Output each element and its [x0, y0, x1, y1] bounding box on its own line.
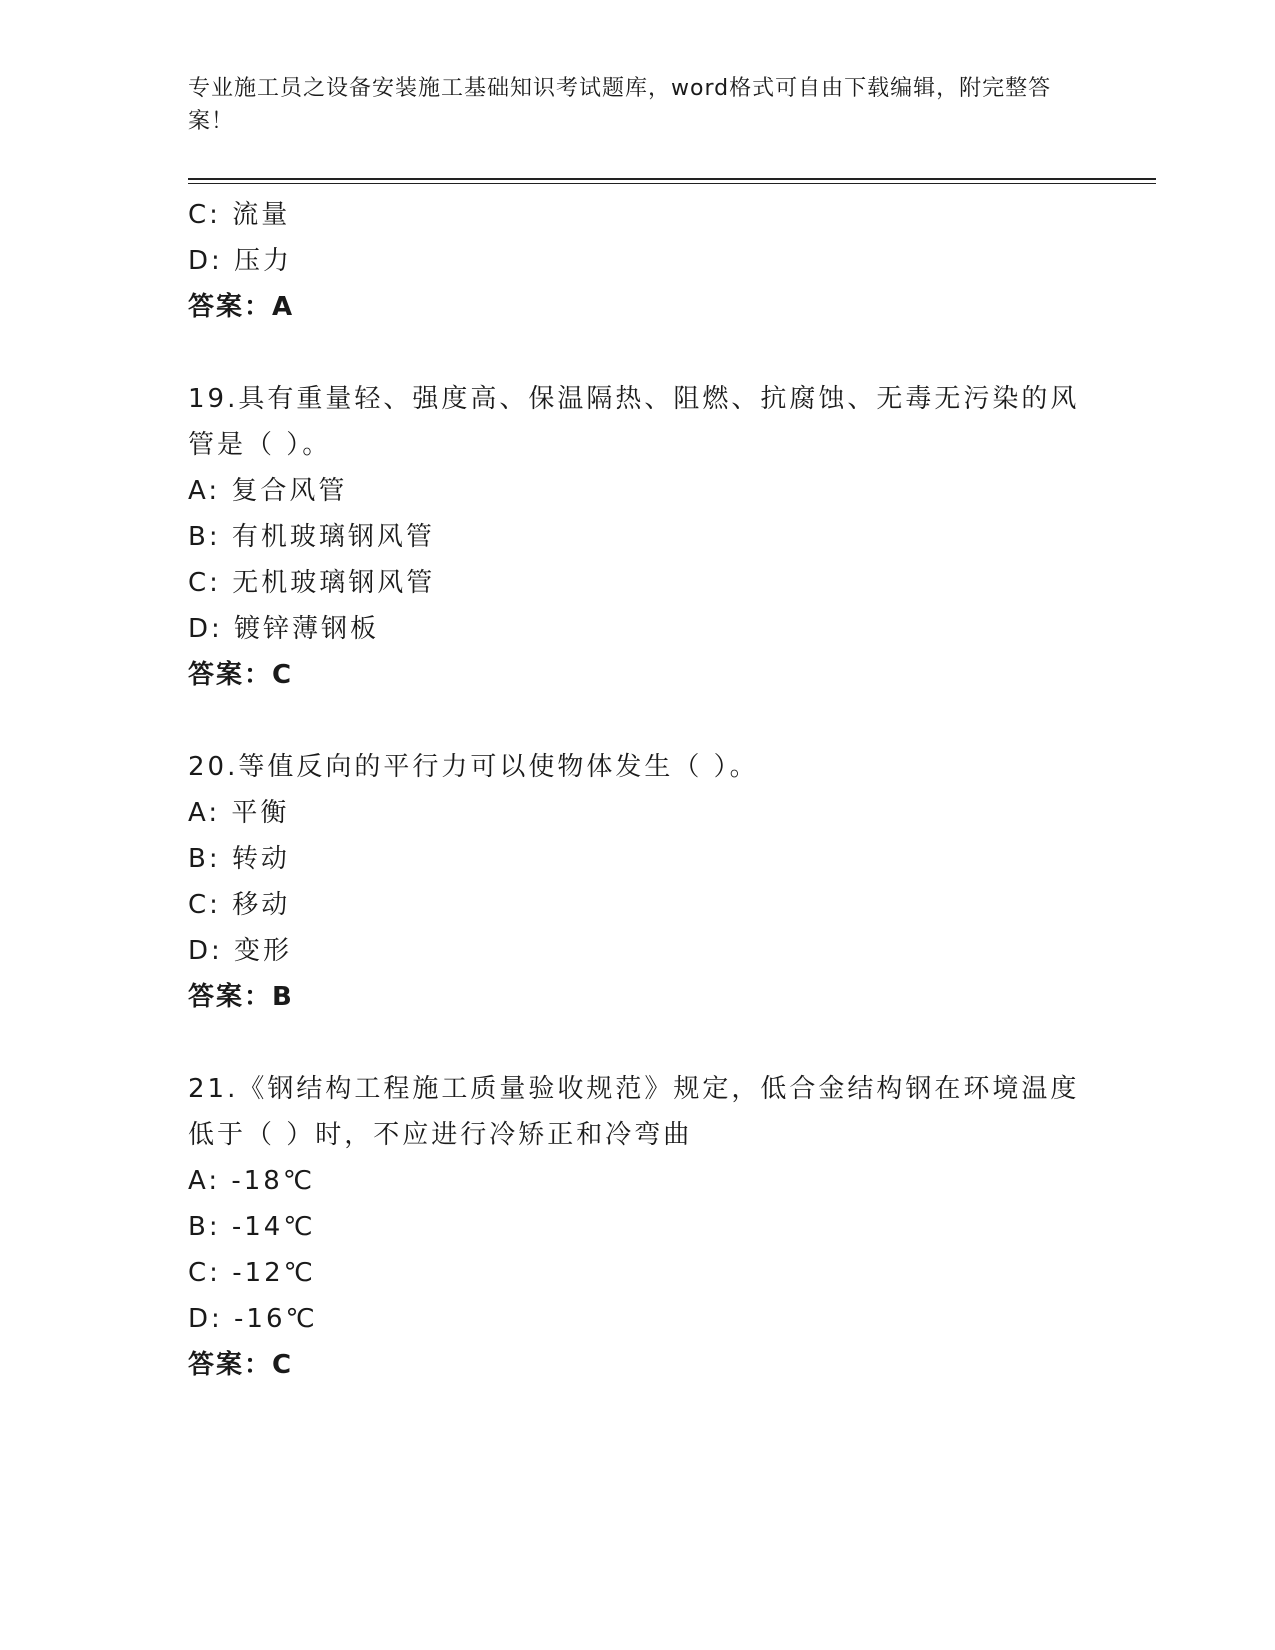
option-label: B:: [188, 522, 221, 552]
option-label: C:: [188, 200, 221, 230]
option-label: D:: [188, 614, 223, 644]
option-label: B:: [188, 844, 221, 874]
prev-question-block: [188, 192, 1088, 330]
question-text-continued: 管是（ ）。: [188, 430, 332, 460]
option-label: C:: [188, 890, 221, 920]
option-label: D:: [188, 246, 223, 276]
question-20: [188, 744, 1088, 1020]
option-text: 变形: [234, 936, 293, 966]
option-label: A:: [188, 1166, 221, 1196]
answer-line: 答案：C: [188, 1350, 294, 1380]
option-text: 镀锌薄钢板: [234, 614, 380, 644]
spacer: [188, 698, 1088, 744]
question-text: 20.等值反向的平行力可以使物体发生（ ）。: [188, 752, 759, 782]
option-text: -18℃: [231, 1166, 316, 1196]
option-label: C:: [188, 568, 221, 598]
question-text: 21.《钢结构工程施工质量验收规范》规定，低合金结构钢在环境温度: [188, 1074, 1080, 1104]
option-label: C:: [188, 1258, 221, 1288]
option-a: [188, 790, 1088, 836]
question-text-continued: 低于（ ）时，不应进行冷矫正和冷弯曲: [188, 1120, 693, 1150]
document-header: 专业施工员之设备安装施工基础知识考试题库，word格式可自由下载编辑，附完整答案！: [188, 76, 1052, 134]
header-divider-thin: [188, 183, 1156, 184]
option-d: [188, 606, 1088, 652]
answer-line: 答案：C: [188, 660, 294, 690]
option-c: [188, 560, 1088, 606]
option-d: [188, 238, 1088, 284]
option-text: -14℃: [231, 1212, 316, 1242]
option-label: B:: [188, 1212, 221, 1242]
option-c: [188, 1250, 1088, 1296]
option-text: 转动: [231, 844, 290, 874]
option-b: [188, 836, 1088, 882]
question-text: 19.具有重量轻、强度高、保温隔热、阻燃、抗腐蚀、无毒无污染的风: [188, 384, 1080, 414]
option-text: 移动: [232, 890, 291, 920]
option-label: A:: [188, 798, 221, 828]
question-21: [188, 1066, 1088, 1388]
spacer: [188, 330, 1088, 376]
option-text: 平衡: [231, 798, 290, 828]
spacer: [188, 1020, 1088, 1066]
option-b: [188, 1204, 1088, 1250]
question-19: [188, 376, 1088, 698]
option-c: [188, 192, 1088, 238]
option-text: 复合风管: [231, 476, 348, 506]
option-text: -16℃: [234, 1304, 318, 1334]
option-text: 流量: [232, 200, 291, 230]
option-a: [188, 1158, 1088, 1204]
question-list: [188, 192, 1088, 1388]
option-text: -12℃: [232, 1258, 316, 1288]
option-text: 有机玻璃钢风管: [231, 522, 435, 552]
option-b: [188, 514, 1088, 560]
option-label: D:: [188, 1304, 223, 1334]
option-label: D:: [188, 936, 223, 966]
header-divider-thick: [188, 178, 1156, 180]
option-text: 无机玻璃钢风管: [232, 568, 436, 598]
option-c: [188, 882, 1088, 928]
option-a: [188, 468, 1088, 514]
answer-line: 答案：B: [188, 982, 294, 1012]
option-text: 压力: [234, 246, 293, 276]
option-d: [188, 1296, 1088, 1342]
option-d: [188, 928, 1088, 974]
answer-line: 答案：A: [188, 292, 295, 322]
option-label: A:: [188, 476, 221, 506]
